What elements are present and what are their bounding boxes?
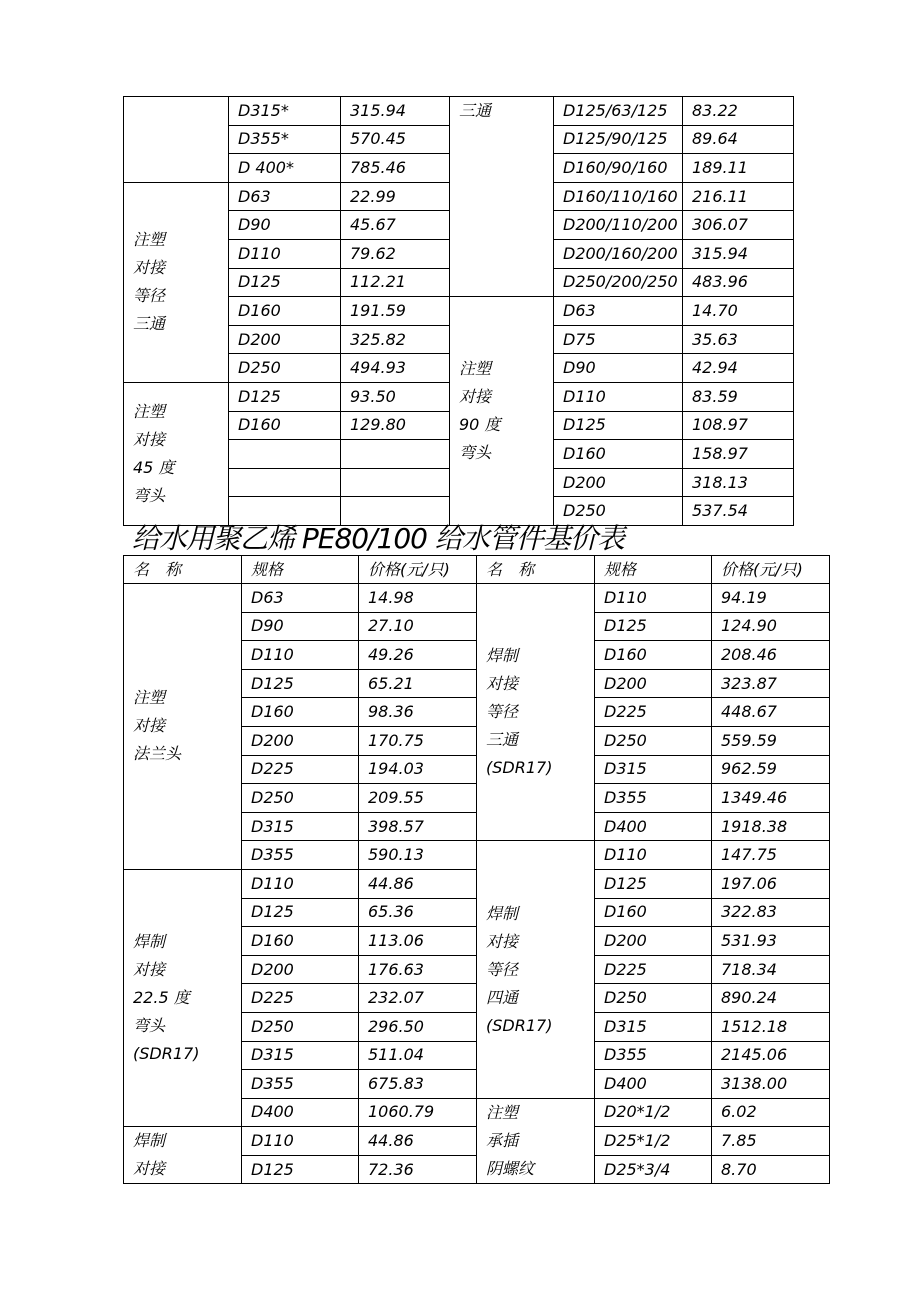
price-cell: 124.90 [712, 612, 830, 641]
price-cell: 232.07 [359, 984, 477, 1013]
spec-cell: D125 [242, 1155, 359, 1184]
price-cell: 83.22 [683, 97, 794, 126]
column-header: 名 称 [124, 556, 242, 584]
price-cell: 315.94 [341, 97, 450, 126]
fitting-name-line: 对接 [133, 716, 166, 736]
price-cell: 35.63 [683, 325, 794, 354]
fitting-name-line: 对接 [133, 258, 166, 278]
spec-cell: D355 [242, 1070, 359, 1099]
price-cell: 318.13 [683, 468, 794, 497]
price-cell: 44.86 [359, 1127, 477, 1156]
spec-cell: D125/63/125 [554, 97, 683, 126]
column-header: 名 称 [477, 556, 595, 584]
spec-cell: D160 [554, 440, 683, 469]
fitting-name-line: 注塑 [133, 688, 166, 708]
spec-cell: D25*1/2 [595, 1127, 712, 1156]
price-cell: 537.54 [683, 497, 794, 526]
fitting-name-line: (SDR17) [133, 1044, 200, 1064]
price-cell: 112.21 [341, 268, 450, 297]
price-cell: 22.99 [341, 182, 450, 211]
table-row [124, 584, 830, 613]
fitting-name-line: 注塑 [459, 359, 492, 379]
fitting-name-cell [124, 1127, 242, 1184]
price-cell: 1349.46 [712, 784, 830, 813]
price-cell: 323.87 [712, 669, 830, 698]
spec-cell: D160 [229, 297, 341, 326]
spec-cell: D110 [554, 382, 683, 411]
spec-cell: D160 [595, 898, 712, 927]
price-cell: 170.75 [359, 726, 477, 755]
column-header: 规格 [242, 556, 359, 584]
price-cell: 531.93 [712, 927, 830, 956]
price-cell: 718.34 [712, 955, 830, 984]
spec-cell: D110 [229, 239, 341, 268]
spec-cell: D200 [595, 927, 712, 956]
price-cell: 158.97 [683, 440, 794, 469]
column-header: 规格 [595, 556, 712, 584]
fitting-name-line: 弯头 [459, 443, 492, 463]
fitting-name-cell [124, 869, 242, 1126]
spec-cell: D125 [229, 268, 341, 297]
spec-cell: D125 [242, 898, 359, 927]
spec-cell: D250/200/250 [554, 268, 683, 297]
price-cell: 42.94 [683, 354, 794, 383]
price-cell: 129.80 [341, 411, 450, 440]
fitting-name-cell [450, 297, 554, 526]
price-cell: 208.46 [712, 641, 830, 670]
price-cell: 176.63 [359, 955, 477, 984]
fitting-name-cell [124, 182, 229, 382]
spec-cell: D125/90/125 [554, 125, 683, 154]
price-cell: 8.70 [712, 1155, 830, 1184]
fitting-name-cell [477, 841, 595, 1098]
price-cell: 98.36 [359, 698, 477, 727]
spec-cell: D250 [595, 984, 712, 1013]
fitting-name-line: 45 度 [133, 457, 175, 477]
spec-cell: D315 [595, 1012, 712, 1041]
price-cell: 209.55 [359, 784, 477, 813]
spec-cell: D 400* [229, 154, 341, 183]
price-cell: 494.93 [341, 354, 450, 383]
price-cell: 559.59 [712, 726, 830, 755]
spec-cell: D110 [242, 1127, 359, 1156]
price-cell: 306.07 [683, 211, 794, 240]
spec-cell: D200/160/200 [554, 239, 683, 268]
spec-cell: D225 [242, 755, 359, 784]
price-cell: 325.82 [341, 325, 450, 354]
spec-cell: D355 [595, 1041, 712, 1070]
fitting-name-line: 对接 [133, 960, 166, 980]
price-cell: 191.59 [341, 297, 450, 326]
fitting-name-cell [450, 97, 554, 297]
fitting-name-line: 四通 [486, 987, 519, 1007]
price-cell: 448.67 [712, 698, 830, 727]
fitting-name-cell [124, 584, 242, 870]
spec-cell: D250 [229, 354, 341, 383]
fitting-name-line: 阴螺纹 [486, 1158, 535, 1178]
spec-cell: D160/90/160 [554, 154, 683, 183]
spec-cell: D200 [242, 955, 359, 984]
spec-cell: D200/110/200 [554, 211, 683, 240]
fitting-name-line: 对接 [486, 931, 519, 951]
price-cell: 65.21 [359, 669, 477, 698]
spec-cell: D75 [554, 325, 683, 354]
fitting-name-line: 对接 [133, 429, 166, 449]
spec-cell: D90 [229, 211, 341, 240]
price-cell: 590.13 [359, 841, 477, 870]
price-cell [341, 440, 450, 469]
column-header: 价格(元/只) [712, 556, 830, 584]
price-cell: 27.10 [359, 612, 477, 641]
spec-cell: D125 [595, 869, 712, 898]
spec-cell: D315 [242, 1041, 359, 1070]
spec-cell: D200 [554, 468, 683, 497]
price-cell: 675.83 [359, 1070, 477, 1099]
fitting-name-line: (SDR17) [486, 1015, 553, 1035]
price-cell: 44.86 [359, 869, 477, 898]
fitting-name-line: 承插 [486, 1130, 519, 1150]
fitting-name-line: 焊制 [133, 1131, 166, 1151]
price-cell: 1060.79 [359, 1098, 477, 1127]
spec-cell: D110 [595, 584, 712, 613]
spec-cell: D125 [229, 382, 341, 411]
table-header-row [124, 556, 830, 584]
price-cell: 570.45 [341, 125, 450, 154]
price-cell: 197.06 [712, 869, 830, 898]
spec-cell: D125 [554, 411, 683, 440]
spec-cell: D160 [229, 411, 341, 440]
spec-cell: D250 [595, 726, 712, 755]
fitting-name-line: 90 度 [459, 415, 501, 435]
price-cell: 511.04 [359, 1041, 477, 1070]
spec-cell: D160 [242, 698, 359, 727]
price-cell: 72.36 [359, 1155, 477, 1184]
fitting-name-line: 三通 [133, 314, 166, 334]
spec-cell: D63 [554, 297, 683, 326]
fitting-name-line: 等径 [133, 286, 166, 306]
spec-cell: D160 [242, 927, 359, 956]
price-cell [341, 468, 450, 497]
spec-cell: D355 [242, 841, 359, 870]
price-cell: 962.59 [712, 755, 830, 784]
spec-cell: D160/110/160 [554, 182, 683, 211]
fitting-name-line: 注塑 [486, 1102, 519, 1122]
price-cell: 14.98 [359, 584, 477, 613]
spec-cell: D315 [595, 755, 712, 784]
fitting-name-line: 三通 [459, 101, 492, 120]
price-cell: 6.02 [712, 1098, 830, 1127]
price-cell: 398.57 [359, 812, 477, 841]
fitting-name-line: 对接 [133, 1159, 166, 1179]
column-header: 价格(元/只) [359, 556, 477, 584]
spec-cell: D110 [595, 841, 712, 870]
spec-cell: D225 [242, 984, 359, 1013]
spec-cell: D90 [242, 612, 359, 641]
fitting-name-line: 焊制 [486, 903, 519, 923]
price-cell: 483.96 [683, 268, 794, 297]
spec-cell: D63 [242, 584, 359, 613]
spec-cell: D63 [229, 182, 341, 211]
price-cell: 65.36 [359, 898, 477, 927]
price-cell: 113.06 [359, 927, 477, 956]
spec-cell: D355* [229, 125, 341, 154]
fitting-name-line: 等径 [486, 702, 519, 722]
spec-cell: D20*1/2 [595, 1098, 712, 1127]
fitting-name-line: 三通 [486, 730, 519, 750]
price-cell: 14.70 [683, 297, 794, 326]
price-cell: 89.64 [683, 125, 794, 154]
spec-cell: D200 [229, 325, 341, 354]
price-cell: 296.50 [359, 1012, 477, 1041]
spec-cell: D125 [242, 669, 359, 698]
spec-cell: D90 [554, 354, 683, 383]
price-cell: 890.24 [712, 984, 830, 1013]
price-cell: 45.67 [341, 211, 450, 240]
price-cell: 83.59 [683, 382, 794, 411]
fitting-name-line: 注塑 [133, 230, 166, 250]
spec-cell: D200 [595, 669, 712, 698]
spec-cell: D125 [595, 612, 712, 641]
page-title: 给水用聚乙烯 PE80/100 给水管件基价表 [132, 522, 624, 555]
price-cell: 94.19 [712, 584, 830, 613]
fitting-name-line: 对接 [486, 674, 519, 694]
price-table-1 [123, 96, 794, 526]
price-cell: 1918.38 [712, 812, 830, 841]
price-cell: 2145.06 [712, 1041, 830, 1070]
fitting-name-line: 等径 [486, 959, 519, 979]
price-cell: 189.11 [683, 154, 794, 183]
spec-cell: D400 [595, 1070, 712, 1099]
spec-cell: D315 [242, 812, 359, 841]
fitting-name-line: (SDR17) [486, 758, 553, 778]
fitting-name-line: 对接 [459, 387, 492, 407]
price-cell: 49.26 [359, 641, 477, 670]
spec-cell: D225 [595, 955, 712, 984]
fitting-name-cell [477, 1098, 595, 1184]
fitting-name-line: 注塑 [133, 401, 166, 421]
price-cell: 108.97 [683, 411, 794, 440]
fitting-name-line: 法兰头 [133, 744, 182, 764]
fitting-name-line: 22.5 度 [133, 988, 190, 1008]
price-cell: 79.62 [341, 239, 450, 268]
spec-cell [229, 468, 341, 497]
spec-cell: D200 [242, 726, 359, 755]
price-cell: 785.46 [341, 154, 450, 183]
price-cell: 322.83 [712, 898, 830, 927]
price-cell: 216.11 [683, 182, 794, 211]
fitting-name-cell [124, 382, 229, 525]
fitting-name-line: 焊制 [486, 646, 519, 666]
fitting-name-cell [124, 97, 229, 183]
fitting-name-line: 弯头 [133, 485, 166, 505]
price-cell: 315.94 [683, 239, 794, 268]
spec-cell: D400 [242, 1098, 359, 1127]
spec-cell: D355 [595, 784, 712, 813]
spec-cell [229, 440, 341, 469]
price-cell: 93.50 [341, 382, 450, 411]
spec-cell: D110 [242, 869, 359, 898]
price-cell: 7.85 [712, 1127, 830, 1156]
fitting-name-line: 弯头 [133, 1016, 166, 1036]
spec-cell: D110 [242, 641, 359, 670]
fitting-name-cell [477, 584, 595, 841]
spec-cell: D250 [554, 497, 683, 526]
price-cell: 147.75 [712, 841, 830, 870]
spec-cell: D250 [242, 1012, 359, 1041]
spec-cell: D225 [595, 698, 712, 727]
spec-cell: D400 [595, 812, 712, 841]
price-cell: 194.03 [359, 755, 477, 784]
price-cell: 1512.18 [712, 1012, 830, 1041]
spec-cell: D160 [595, 641, 712, 670]
spec-cell: D250 [242, 784, 359, 813]
spec-cell: D25*3/4 [595, 1155, 712, 1184]
fitting-name-line: 焊制 [133, 932, 166, 952]
table-row [124, 97, 794, 126]
price-cell: 3138.00 [712, 1070, 830, 1099]
price-table-2 [123, 555, 830, 1184]
spec-cell: D315* [229, 97, 341, 126]
